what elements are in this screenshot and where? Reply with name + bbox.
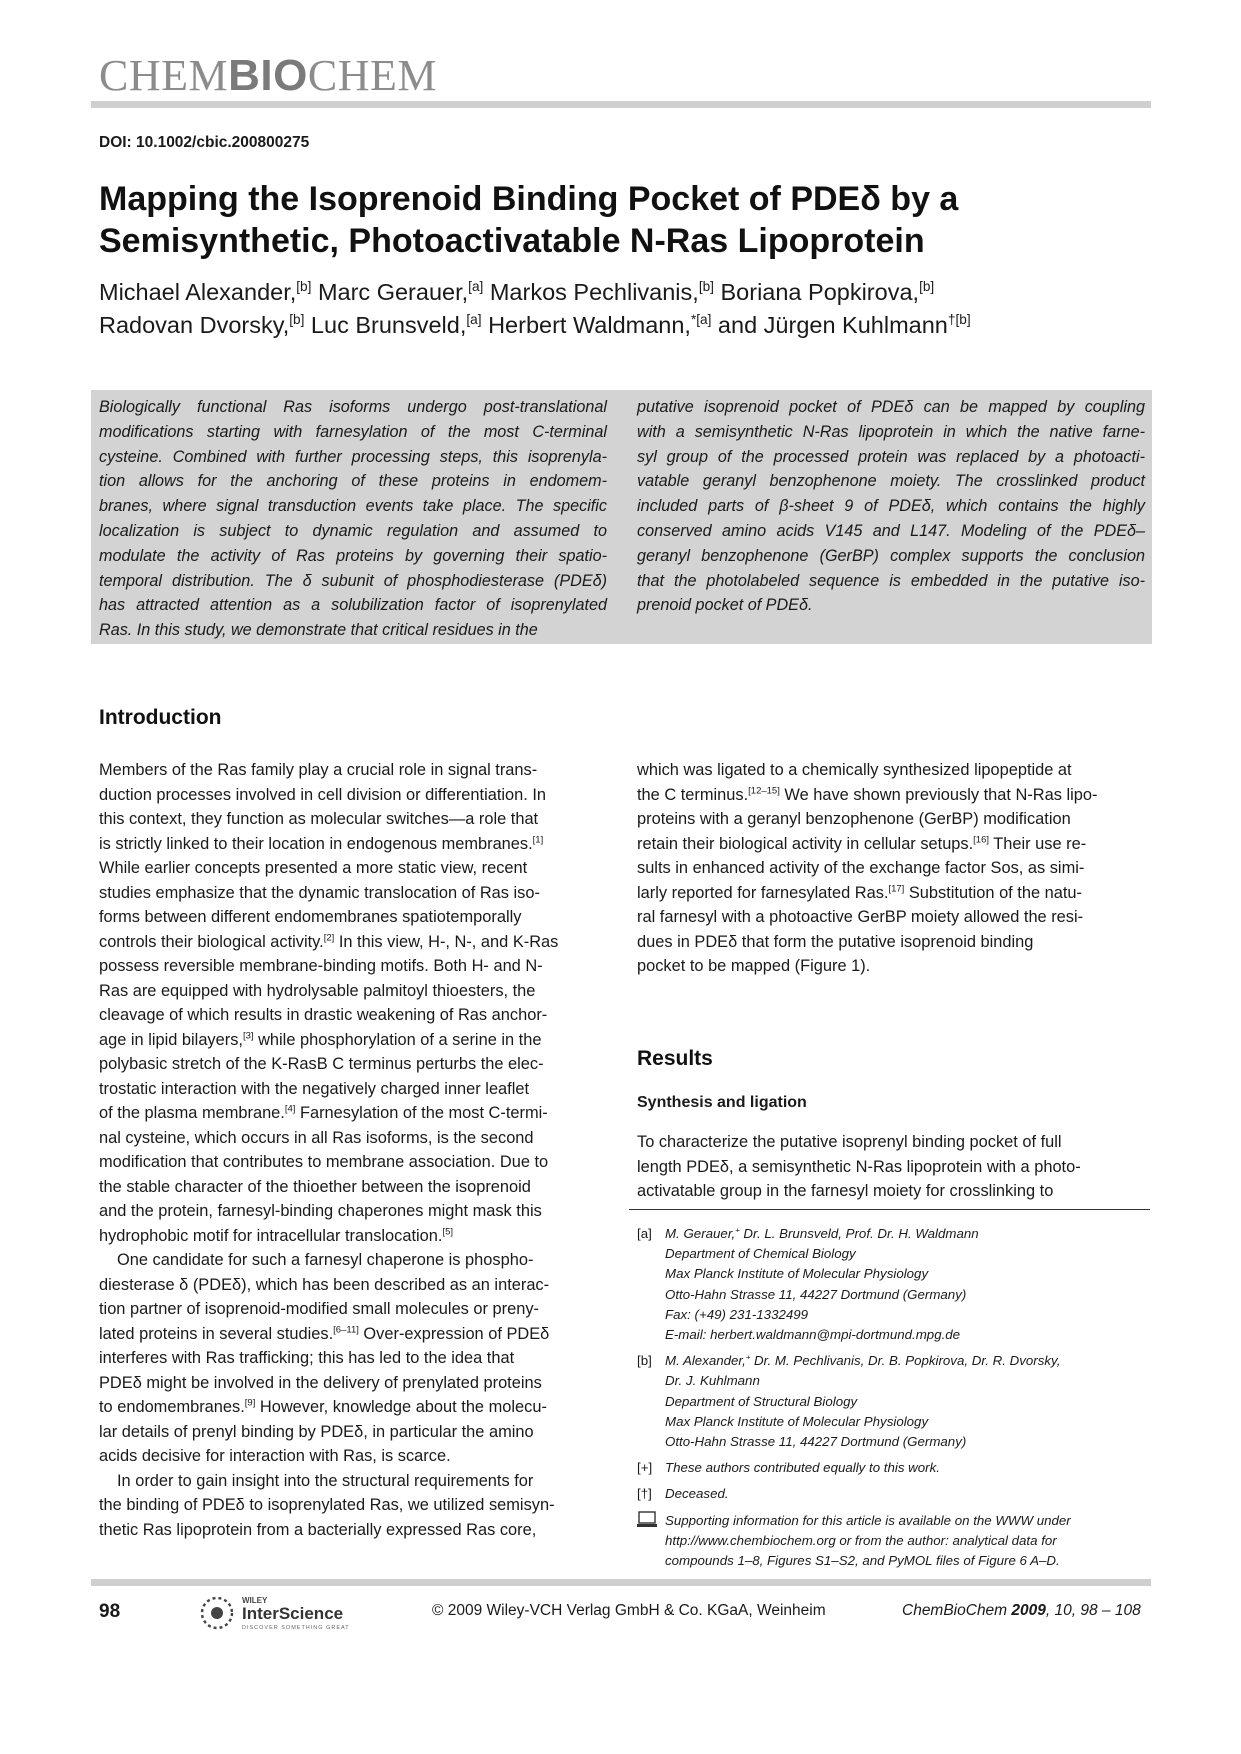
- text-line: ral farnesyl with a photoactive GerBP moiety allowed the resi-: [637, 908, 1084, 926]
- footnote-line: M. Alexander,+ Dr. M. Pechlivanis, Dr. B. Popkirova, Dr. R. Dvorsky,: [665, 1352, 1061, 1369]
- text-line: To characterize the putative isoprenyl binding pocket of full: [637, 1133, 1062, 1151]
- journal-name-part1: CHEM: [99, 51, 229, 100]
- author-list: [99, 276, 1149, 342]
- author-name: Michael Alexander,: [99, 279, 297, 305]
- footnote: [637, 1484, 729, 1504]
- interscience-logo-mark: [196, 1592, 416, 1634]
- footnote-line: M. Gerauer,+ Dr. L. Brunsveld, Prof. Dr. H. Waldmann: [665, 1225, 979, 1241]
- footnote-text: [665, 1458, 940, 1478]
- author-affiliation: [b]: [296, 279, 312, 295]
- text-line: nal cysteine, which occurs in all Ras isoforms, is the second: [99, 1128, 534, 1147]
- text-line: sults in enhanced activity of the exchange factor Sos, as simi-: [637, 859, 1085, 877]
- abstract-line: cysteine. Combined with further processing steps, this isoprenyla-: [99, 447, 607, 466]
- copyright: © 2009 Wiley-VCH Verlag GmbH & Co. KGaA, Weinheim: [432, 1602, 826, 1619]
- text-line: lar details of prenyl binding by PDEδ, in particular the amino: [99, 1422, 534, 1441]
- text-line: dues in PDEδ that form the putative isoprenoid binding: [637, 932, 1034, 951]
- text-line: interferes with Ras trafficking; this has led to the idea that: [99, 1349, 515, 1367]
- text-line: retain their biological activity in cellular setups.[16] Their use re-: [637, 834, 1087, 853]
- text-line: and the protein, farnesyl-binding chaperones might mask this: [99, 1202, 542, 1220]
- citation: [902, 1602, 1141, 1620]
- author-name: Marc Gerauer,: [311, 279, 469, 305]
- citation-rest: , 10, 98 – 108: [1045, 1602, 1141, 1619]
- footnote-line: E-mail: herbert.waldmann@mpi-dortmund.mpg.de: [665, 1327, 961, 1343]
- footnote: [637, 1224, 979, 1345]
- results-text: [637, 1130, 1147, 1204]
- author-affiliation: [b]: [919, 279, 935, 295]
- text-line: of the plasma membrane.[4] Farnesylation of the most C-termi-: [99, 1103, 548, 1122]
- logo-tagline: DISCOVER SOMETHING GREAT: [242, 1625, 350, 1631]
- footnote-label: [†]: [637, 1486, 652, 1502]
- text-line: modification that contributes to membrane association. Due to: [99, 1153, 549, 1171]
- text-line: controls their biological activity.[2] In this view, H-, N-, and K-Ras: [99, 932, 559, 951]
- author-affiliation: [a]: [466, 312, 482, 328]
- abstract-line: modifications starting with farnesylation of the most C-terminal: [99, 422, 607, 441]
- citation-journal: ChemBioChem: [902, 1602, 1008, 1619]
- footnote-label: [b]: [637, 1353, 652, 1369]
- footnote-line: Deceased.: [665, 1486, 729, 1502]
- text-line: this context, they function as molecular switches—a role that: [99, 810, 539, 828]
- footnote-label: [a]: [637, 1226, 652, 1241]
- text-line: studies emphasize that the dynamic translocation of Ras iso-: [99, 883, 540, 902]
- footnote-label: [+]: [637, 1460, 653, 1476]
- text-line: thetic Ras lipoprotein from a bacterially expressed Ras core,: [99, 1520, 537, 1539]
- abstract-line: Biologically functional Ras isoforms undergo post-translational: [99, 398, 607, 416]
- text-line: proteins with a geranyl benzophenone (GerBP) modification: [637, 810, 1071, 828]
- text-line: the binding of PDEδ to isoprenylated Ras, we utilized semisyn-: [99, 1496, 555, 1514]
- footnote: [637, 1511, 1071, 1572]
- text-line: lated proteins in several studies.[6–11] Over-expression of PDEδ: [99, 1324, 550, 1343]
- abstract-line: localization is subject to dynamic regulation and assumed to: [99, 521, 607, 540]
- text-line: age in lipid bilayers,[3] while phosphorylation of a serine in the: [99, 1030, 542, 1049]
- footnote-line: Department of Chemical Biology: [665, 1246, 856, 1262]
- text-line: activatable group in the farnesyl moiety for crosslinking to: [637, 1182, 1054, 1200]
- journal-name-part3: CHEM: [307, 51, 437, 100]
- abstract-line: prenoid pocket of PDEδ.: [637, 596, 813, 615]
- text-line: pocket to be mapped (Figure 1).: [637, 957, 871, 975]
- footnote-line: Dr. J. Kuhlmann: [665, 1373, 760, 1389]
- text-line: forms between different endomembranes spatiotemporally: [99, 908, 522, 926]
- author-affiliation: †[b]: [947, 312, 971, 328]
- text-line: While earlier concepts presented a more static view, recent: [99, 859, 528, 877]
- text-line: polybasic stretch of the K-RasB C terminus perturbs the elec-: [99, 1055, 544, 1073]
- footnote-line: Max Planck Institute of Molecular Physiology: [665, 1266, 929, 1282]
- author-name: Markos Pechlivanis,: [483, 279, 699, 305]
- header-rule: [91, 101, 1151, 108]
- abstract-line: with a semisynthetic N-Ras lipoprotein in which the native farne-: [637, 422, 1145, 441]
- abstract-line: vatable geranyl benzophenone moiety. The crosslinked product: [637, 472, 1145, 491]
- text-line: tion partner of isoprenoid-modified small molecules or preny-: [99, 1300, 540, 1318]
- text-line: duction processes involved in cell division or differentiation. In: [99, 785, 547, 804]
- introduction-left-column: [99, 758, 609, 1542]
- text-line: Ras are equipped with hydrolysable palmitoyl thioesters, the: [99, 981, 536, 1000]
- abstract-line: temporal distribution. The δ subunit of phosphodiesterase (PDEδ): [99, 571, 607, 590]
- text-line: the C terminus.[12–15] We have shown previously that N-Ras lipo-: [637, 785, 1098, 804]
- abstract-line: Ras. In this study, we demonstrate that critical residues in the: [99, 621, 538, 640]
- title-line: Semisynthetic, Photoactivatable N-Ras Lipoprotein: [99, 222, 925, 260]
- author-name: Luc Brunsveld,: [304, 312, 467, 338]
- abstract-line: geranyl benzophenone (GerBP) complex supports the conclusion: [637, 546, 1145, 565]
- text-line: which was ligated to a chemically synthesized lipopeptide at: [637, 761, 1072, 779]
- text-line: larly reported for farnesylated Ras.[17] Substitution of the natu-: [637, 883, 1082, 902]
- author-name: Boriana Popkirova,: [713, 279, 920, 305]
- author-affiliation: [a]: [468, 279, 484, 295]
- computer-icon: [637, 1511, 657, 1534]
- abstract-right-column: [637, 395, 1145, 618]
- text-line: the stable character of the thioether between the isoprenoid: [99, 1177, 531, 1196]
- footnote-text: [665, 1484, 729, 1504]
- author-name: Herbert Waldmann,: [481, 312, 691, 338]
- author-name: Radovan Dvorsky,: [99, 312, 290, 338]
- logo-wiley: WILEY: [242, 1596, 268, 1605]
- text-line: cleavage of which results in drastic weakening of Ras anchor-: [99, 1006, 548, 1024]
- footnote: [637, 1351, 1060, 1452]
- abstract-line: syl group of the processed protein was replaced by a photoacti-: [637, 447, 1145, 466]
- abstract-line: tion allows for the anchoring of these proteins in endomem-: [99, 472, 607, 491]
- text-line: PDEδ might be involved in the delivery of prenylated proteins: [99, 1373, 542, 1392]
- footnote: [637, 1458, 940, 1478]
- introduction-right-column: [637, 758, 1147, 979]
- author-line: [99, 309, 1149, 342]
- wiley-interscience-logo: [196, 1592, 416, 1639]
- title-line: Mapping the Isoprenoid Binding Pocket of PDEδ by a: [99, 180, 959, 218]
- footnote-rule: [629, 1209, 1150, 1210]
- footnote-line: Otto-Hahn Strasse 11, 44227 Dortmund (Germany): [665, 1286, 967, 1302]
- footnote-text: [665, 1224, 979, 1345]
- footnote-line: Otto-Hahn Strasse 11, 44227 Dortmund (Germany): [665, 1434, 967, 1449]
- footnote-line: Department of Structural Biology: [665, 1393, 858, 1409]
- page-number: 98: [99, 1601, 121, 1622]
- abstract-line: branes, where signal transduction events take place. The specific: [99, 497, 607, 516]
- abstract-line: putative isoprenoid pocket of PDEδ can be mapped by coupling: [637, 398, 1145, 416]
- text-line: In order to gain insight into the structural requirements for: [117, 1471, 534, 1490]
- abstract-line: has attracted attention as a solubilization factor of isoprenylated: [99, 596, 607, 615]
- footnote-line: Fax: (+49) 231-1332499: [665, 1306, 809, 1322]
- text-line: hydrophobic motif for intracellular translocation.[5]: [99, 1226, 454, 1245]
- citation-year: 2009: [1011, 1602, 1046, 1619]
- abstract-line: included parts of β-sheet 9 of PDEδ, which contains the highly: [637, 497, 1145, 516]
- text-line: Members of the Ras family play a crucial role in signal trans-: [99, 761, 538, 779]
- abstract-line: modulate the activity of Ras proteins by governing their spatio-: [99, 546, 607, 565]
- logo-interscience: InterScience: [242, 1604, 344, 1623]
- text-line: diesterase δ (PDEδ), which has been described as an interac-: [99, 1275, 550, 1294]
- text-line: acids decisive for interaction with Ras, is scarce.: [99, 1447, 451, 1465]
- footnote-line: http://www.chembiochem.org or from the author: analytical data for: [665, 1532, 1057, 1548]
- text-line: One candidate for such a farnesyl chaperone is phospho-: [117, 1251, 534, 1269]
- abstract-line: that the photolabeled sequence is embedded in the putative iso-: [637, 571, 1145, 590]
- footnote-line: Max Planck Institute of Molecular Physiology: [665, 1413, 929, 1429]
- text-line: length PDEδ, a semisynthetic N-Ras lipoprotein with a photo-: [637, 1157, 1081, 1176]
- doi: DOI: 10.1002/cbic.200800275: [99, 134, 310, 151]
- text-line: trostatic interaction with the negatively charged inner leaflet: [99, 1079, 530, 1098]
- introduction-heading: Introduction: [99, 706, 222, 729]
- footer-rule: [91, 1579, 1151, 1586]
- results-heading: Results: [637, 1047, 713, 1070]
- journal-name: [99, 50, 437, 102]
- author-name: and Jürgen Kuhlmann: [711, 312, 948, 338]
- text-line: possess reversible membrane-binding motifs. Both H- and N-: [99, 957, 543, 975]
- abstract-left-column: [99, 395, 607, 643]
- results-subheading: Synthesis and ligation: [637, 1094, 807, 1111]
- footnote-text: [665, 1511, 1071, 1572]
- author-affiliation: [b]: [289, 312, 305, 328]
- journal-name-part2: BIO: [228, 51, 308, 100]
- text-line: is strictly linked to their location in endogenous membranes.[1]: [99, 834, 544, 853]
- footnote-line: Supporting information for this article is available on the WWW under: [665, 1512, 1071, 1528]
- footnote-line: These authors contributed equally to this work.: [665, 1460, 940, 1476]
- footnote-text: [665, 1351, 1060, 1452]
- abstract-line: conserved amino acids V145 and L147. Modeling of the PDEδ–: [637, 521, 1145, 540]
- author-line: [99, 276, 1149, 309]
- text-line: to endomembranes.[9] However, knowledge about the molecu-: [99, 1397, 547, 1416]
- author-affiliation: [b]: [698, 279, 714, 295]
- author-affiliation: *[a]: [690, 312, 712, 328]
- article-title: [99, 178, 1149, 262]
- footnote-line: compounds 1–8, Figures S1–S2, and PyMOL files of Figure 6 A–D.: [665, 1553, 1060, 1568]
